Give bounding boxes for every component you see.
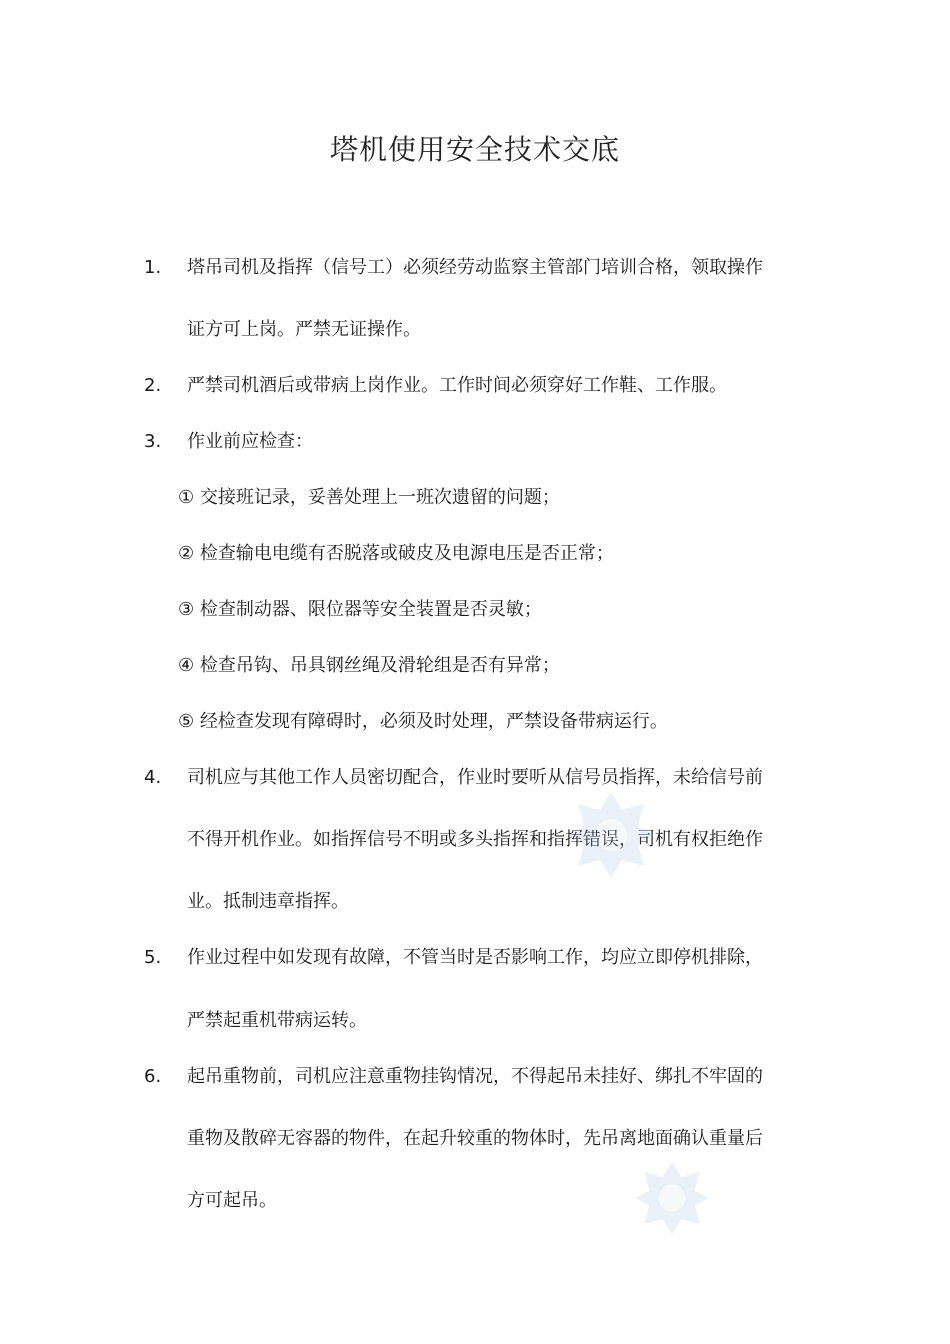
item-5-line-1: 作业过程中如发现有故障，不管当时是否影响工作，均应立即停机排除， xyxy=(187,947,763,968)
watermark-logo-icon xyxy=(634,1160,710,1236)
item-3-line-1: 作业前应检查： xyxy=(187,431,313,452)
item-6-line-3: 方可起吊。 xyxy=(187,1190,277,1211)
item-3-subitem-3: ③ 检查制动器、限位器等安全装置是否灵敏； xyxy=(178,599,542,620)
item-3-subitem-1: ① 交接班记录，妥善处理上一班次遗留的问题； xyxy=(178,487,560,508)
item-1-line-1: 塔吊司机及指挥（信号工）必须经劳动监察主管部门培训合格，领取操作 xyxy=(187,257,763,278)
item-3-subitem-5: ⑤ 经检查发现有障碍时，必须及时处理，严禁设备带病运行。 xyxy=(178,711,668,732)
watermark-logo-icon xyxy=(566,790,656,880)
item-6-line-1: 起吊重物前，司机应注意重物挂钩情况，不得起吊未挂好、绑扎不牢固的 xyxy=(187,1066,763,1087)
item-6-line-2: 重物及散碎无容器的物件，在起升较重的物体时，先吊离地面确认重量后 xyxy=(187,1128,763,1149)
item-1-line-2: 证方可上岗。严禁无证操作。 xyxy=(187,319,421,340)
item-3-subitem-4: ④ 检查吊钩、吊具钢丝绳及滑轮组是否有异常； xyxy=(178,655,560,676)
item-number-6: 6. xyxy=(144,1066,162,1087)
item-2-line-1: 严禁司机酒后或带病上岗作业。工作时间必须穿好工作鞋、工作服。 xyxy=(187,375,727,396)
item-number-2: 2. xyxy=(144,375,162,396)
item-5-line-2: 严禁起重机带病运转。 xyxy=(187,1010,367,1031)
item-number-4: 4. xyxy=(144,767,162,788)
item-number-1: 1. xyxy=(144,257,162,278)
item-4-line-1: 司机应与其他工作人员密切配合，作业时要听从信号员指挥，未给信号前 xyxy=(187,767,763,788)
item-number-3: 3. xyxy=(144,431,162,452)
item-number-5: 5. xyxy=(144,947,162,968)
item-4-line-2: 不得开机作业。如指挥信号不明或多头指挥和指挥错误，司机有权拒绝作 xyxy=(187,829,763,850)
page-title: 塔机使用安全技术交底 xyxy=(329,133,620,166)
item-4-line-3: 业。抵制违章指挥。 xyxy=(187,891,349,912)
item-3-subitem-2: ② 检查输电电缆有否脱落或破皮及电源电压是否正常； xyxy=(178,543,614,564)
